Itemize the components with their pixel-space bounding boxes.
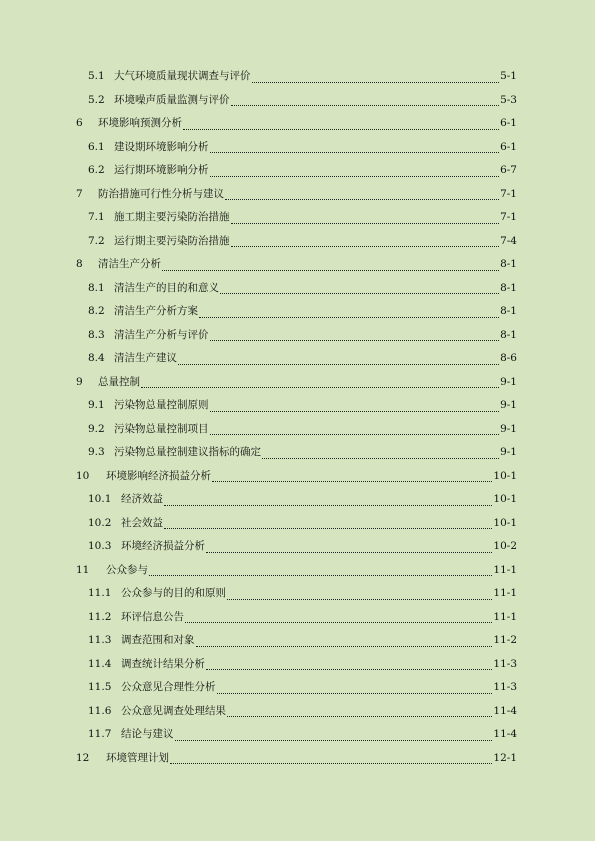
toc-entry-number: 7.1 — [88, 211, 105, 223]
toc-entry[interactable] — [76, 421, 517, 445]
toc-entry-page: 8-1 — [500, 258, 517, 270]
toc-entry-title: 环境影响经济损益分析 — [106, 469, 211, 482]
toc-entry[interactable] — [76, 515, 517, 539]
toc-entry-page: 9-1 — [500, 399, 517, 411]
toc-entry-number: 11.4 — [88, 657, 112, 670]
dot-leader — [199, 316, 499, 318]
toc-entry-page: 11-3 — [493, 681, 517, 693]
toc-entry-number: 8.2 — [88, 305, 105, 317]
toc-entry-number: 7 — [76, 187, 83, 200]
toc-entry[interactable] — [76, 397, 517, 421]
toc-entry-title: 清洁生产分析 — [98, 258, 161, 270]
toc-entry-title: 调查范围和对象 — [121, 634, 195, 646]
toc-entry-page: 11-1 — [493, 587, 517, 599]
toc-entry[interactable] — [76, 139, 517, 163]
toc-entry-title: 结论与建议 — [121, 728, 174, 740]
toc-entry-page: 9-1 — [500, 422, 517, 435]
toc-entry-title: 环境影响预测分析 — [98, 117, 182, 129]
dot-leader — [252, 81, 500, 83]
toc-entry-number: 7.2 — [88, 234, 105, 247]
dot-leader — [220, 292, 499, 294]
toc-entry[interactable] — [76, 491, 517, 515]
dot-leader — [185, 621, 492, 623]
toc-entry-number: 11.6 — [88, 704, 112, 717]
toc-entry[interactable] — [76, 350, 517, 374]
toc-entry-title: 环境噪声质量监测与评价 — [114, 93, 230, 106]
toc-entry[interactable] — [76, 656, 517, 680]
toc-entry-page: 11-2 — [493, 634, 517, 646]
toc-entry-number: 10.2 — [88, 516, 112, 529]
toc-entry-page: 6-1 — [500, 117, 517, 129]
toc-entry-title: 清洁生产分析与评价 — [114, 328, 209, 341]
toc-entry-title: 污染物总量控制项目 — [114, 422, 209, 435]
toc-entry-title: 建设期环境影响分析 — [114, 140, 209, 153]
toc-entry-title: 公众参与 — [106, 563, 148, 576]
toc-entry-title: 防治措施可行性分析与建议 — [98, 187, 224, 200]
toc-entry-page: 7-1 — [500, 187, 517, 200]
toc-entry-title: 社会效益 — [121, 516, 163, 529]
toc-entry[interactable] — [76, 256, 517, 280]
toc-entry[interactable] — [76, 632, 517, 656]
toc-entry[interactable] — [76, 68, 517, 92]
toc-entry[interactable] — [76, 609, 517, 633]
toc-entry-number: 12 — [76, 751, 90, 764]
dot-leader — [206, 551, 492, 553]
dot-leader — [196, 645, 493, 647]
toc-entry-page: 5-1 — [500, 70, 517, 82]
toc-entry-title: 环境经济损益分析 — [121, 540, 205, 552]
toc-entry-page: 8-6 — [500, 352, 517, 364]
dot-leader — [210, 410, 500, 412]
toc-entry-page: 11-3 — [493, 657, 517, 670]
toc-entry[interactable] — [76, 92, 517, 116]
dot-leader — [210, 151, 500, 153]
toc-entry-page: 6-7 — [500, 164, 517, 176]
toc-entry-page: 11-4 — [493, 704, 517, 717]
toc-entry-number: 11.2 — [88, 610, 112, 623]
toc-entry-title: 公众意见调查处理结果 — [121, 704, 226, 717]
toc-entry[interactable] — [76, 726, 517, 750]
dot-leader — [178, 363, 499, 365]
toc-entry-page: 11-1 — [493, 610, 517, 623]
toc-entry[interactable] — [76, 679, 517, 703]
dot-leader — [141, 386, 499, 388]
toc-entry-page: 9-1 — [500, 375, 517, 388]
dot-leader — [262, 457, 499, 459]
toc-entry-number: 11.1 — [88, 587, 112, 599]
toc-entry-page: 11-1 — [493, 563, 517, 576]
toc-entry-number: 10.3 — [88, 540, 112, 552]
dot-leader — [231, 245, 500, 247]
toc-entry[interactable] — [76, 327, 517, 351]
toc-entry-page: 9-1 — [500, 446, 517, 458]
toc-entry-title: 施工期主要污染防治措施 — [114, 211, 230, 223]
toc-entry-number: 9.1 — [88, 399, 105, 411]
dot-leader — [225, 198, 499, 200]
toc-entry[interactable] — [76, 280, 517, 304]
toc-entry-number: 11.5 — [88, 681, 112, 693]
dot-leader — [162, 269, 499, 271]
toc-entry[interactable] — [76, 444, 517, 468]
toc-entry-title: 大气环境质量现状调查与评价 — [114, 70, 251, 82]
toc-entry-number: 6.2 — [88, 164, 105, 176]
table-of-contents — [76, 68, 517, 773]
toc-entry-title: 运行期环境影响分析 — [114, 164, 209, 176]
toc-entry-number: 8.4 — [88, 352, 105, 364]
dot-leader — [206, 668, 492, 670]
toc-entry[interactable] — [76, 233, 517, 257]
toc-entry-number: 8.1 — [88, 281, 105, 294]
toc-entry-number: 9.3 — [88, 446, 105, 458]
toc-entry[interactable] — [76, 562, 517, 586]
toc-entry-title: 污染物总量控制原则 — [114, 399, 209, 411]
dot-leader — [210, 339, 500, 341]
dot-leader — [231, 222, 500, 224]
toc-entry-page: 12-1 — [493, 751, 517, 764]
toc-entry-page: 7-1 — [500, 211, 517, 223]
toc-entry-page: 6-1 — [500, 140, 517, 153]
toc-entry-page: 8-1 — [500, 281, 517, 294]
toc-entry[interactable] — [76, 209, 517, 233]
toc-entry[interactable] — [76, 186, 517, 210]
toc-entry-title: 清洁生产分析方案 — [114, 305, 198, 317]
toc-entry-title: 环评信息公告 — [121, 610, 184, 623]
toc-entry-page: 10-2 — [493, 540, 517, 552]
toc-entry-title: 污染物总量控制建议指标的确定 — [114, 446, 261, 458]
toc-entry-number: 11.3 — [88, 634, 112, 646]
toc-entry[interactable] — [76, 468, 517, 492]
toc-entry-page: 8-1 — [500, 305, 517, 317]
toc-entry[interactable] — [76, 750, 517, 774]
dot-leader — [227, 598, 492, 600]
toc-entry-number: 10 — [76, 469, 90, 482]
toc-entry-title: 公众意见合理性分析 — [121, 681, 216, 693]
toc-entry-title: 运行期主要污染防治措施 — [114, 234, 230, 247]
toc-entry-title: 经济效益 — [121, 493, 163, 505]
toc-entry-number: 9 — [76, 375, 83, 388]
dot-leader — [164, 527, 492, 529]
dot-leader — [231, 104, 500, 106]
toc-entry-number: 5.1 — [88, 70, 105, 82]
toc-entry[interactable] — [76, 374, 517, 398]
dot-leader — [183, 128, 499, 130]
toc-entry-number: 6 — [76, 117, 83, 129]
toc-entry-title: 清洁生产建议 — [114, 352, 177, 364]
dot-leader — [212, 480, 492, 482]
toc-entry-number: 5.2 — [88, 93, 105, 106]
toc-entry[interactable] — [76, 115, 517, 139]
dot-leader — [175, 739, 493, 741]
toc-entry-title: 调查统计结果分析 — [121, 657, 205, 670]
toc-entry[interactable] — [76, 585, 517, 609]
dot-leader — [210, 175, 500, 177]
toc-entry-page: 8-1 — [500, 328, 517, 341]
toc-entry[interactable] — [76, 162, 517, 186]
dot-leader — [170, 762, 492, 764]
dot-leader — [217, 692, 493, 694]
toc-entry-page: 10-1 — [493, 516, 517, 529]
toc-entry-page: 11-4 — [493, 728, 517, 740]
toc-entry-number: 8.3 — [88, 328, 105, 341]
dot-leader — [149, 574, 492, 576]
toc-entry-title: 公众参与的目的和原则 — [121, 587, 226, 599]
toc-entry-page: 10-1 — [493, 469, 517, 482]
toc-entry-title: 总量控制 — [98, 375, 140, 388]
toc-entry-number: 8 — [76, 258, 83, 270]
toc-entry-page: 10-1 — [493, 493, 517, 505]
dot-leader — [164, 504, 492, 506]
toc-entry-page: 5-3 — [500, 93, 517, 106]
toc-entry-number: 11.7 — [88, 728, 112, 740]
toc-entry-number: 11 — [76, 563, 90, 576]
toc-entry-title: 清洁生产的目的和意义 — [114, 281, 219, 294]
toc-entry-page: 7-4 — [500, 234, 517, 247]
toc-entry-number: 6.1 — [88, 140, 105, 153]
toc-entry-title: 环境管理计划 — [106, 751, 169, 764]
dot-leader — [227, 715, 492, 717]
toc-entry[interactable] — [76, 703, 517, 727]
toc-entry[interactable] — [76, 303, 517, 327]
dot-leader — [210, 433, 500, 435]
toc-entry-number: 9.2 — [88, 422, 105, 435]
toc-entry-number: 10.1 — [88, 493, 112, 505]
toc-entry[interactable] — [76, 538, 517, 562]
